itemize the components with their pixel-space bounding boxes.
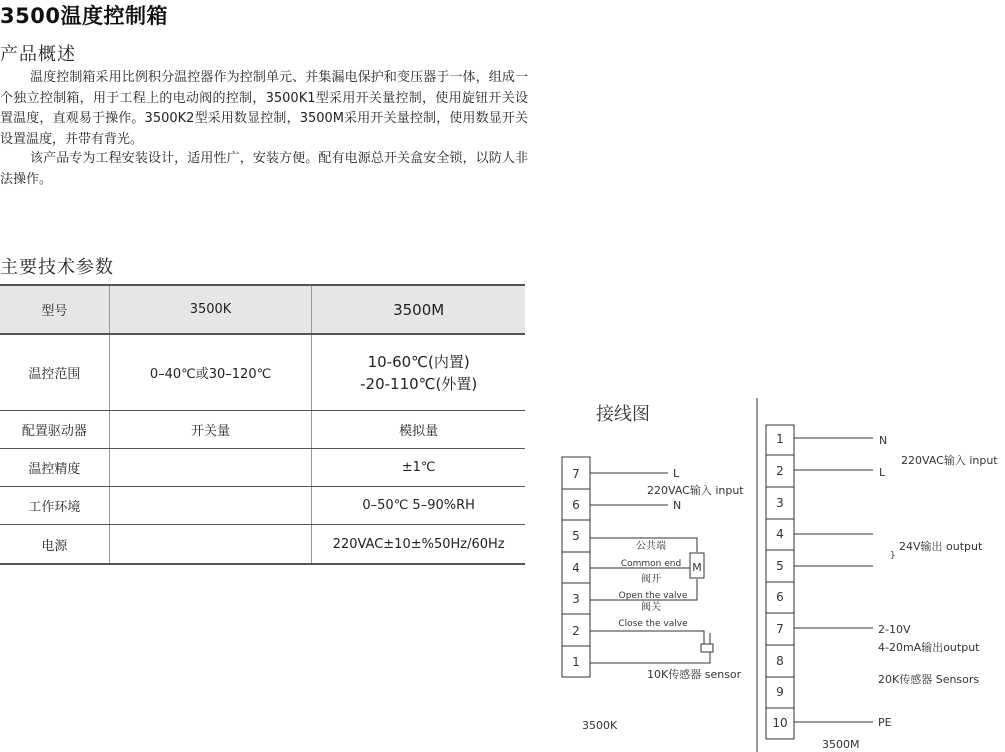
m-terminal-5: 5	[776, 559, 784, 573]
specs-title: 主要技术参数	[0, 257, 114, 278]
m-terminal-3: 3	[776, 496, 784, 510]
k-terminal-5: 5	[572, 529, 580, 543]
overview-paragraph-2: 该产品专为工程安装设计，适用性广，安装方便。配有电源总开关盒安全锁，以防人非法操作。	[0, 151, 528, 187]
m-label-4-20ma: 4-20mA输出output	[878, 641, 980, 654]
driver-3500m: 模拟量	[312, 411, 525, 449]
k-terminal-3: 3	[572, 592, 580, 606]
k-terminal-6: 6	[572, 498, 580, 512]
m-label-sensors: 20K传感器 Sensors	[878, 673, 980, 686]
m-label-24v: 24V输出 output	[899, 540, 983, 553]
m-model-label: 3500M	[822, 738, 860, 751]
header-3500m: 3500M	[312, 285, 525, 334]
header-3500k: 3500K	[109, 285, 312, 334]
k-terminal-4: 4	[572, 561, 580, 575]
k-label-close-cn: 阀关	[641, 602, 661, 613]
overview-title: 产品概述	[0, 44, 76, 65]
page-title: 3500温度控制箱	[0, 4, 168, 28]
terminal-block-3500m	[766, 425, 794, 739]
wiring-title: 接线图	[596, 404, 650, 425]
k-label-open-en: Open the valve	[618, 591, 688, 601]
m-terminal-2: 2	[776, 464, 784, 478]
row-label-temp-range: 温控范围	[0, 334, 109, 411]
k-label-common-en: Common end	[620, 559, 682, 569]
k-label-common-cn: 公共端	[636, 541, 666, 552]
m-label-L: L	[879, 466, 886, 479]
accuracy-3500m: ±1℃	[312, 449, 525, 487]
k-terminal-7: 7	[572, 467, 580, 481]
m-label-2-10v: 2-10V	[878, 623, 911, 636]
row-label-driver: 配置驱动器	[0, 411, 109, 449]
power-3500m: 220VAC±10±%50Hz/60Hz	[312, 525, 525, 565]
motor-icon: M	[692, 561, 702, 574]
terminal-block-3500k	[562, 457, 590, 677]
m-label-input: 220VAC输入 input	[901, 454, 998, 467]
environment-3500m: 0–50℃ 5–90%RH	[312, 487, 525, 525]
k-label-close-en: Close the valve	[618, 619, 688, 629]
m-label-pe: PE	[878, 716, 892, 729]
overview-paragraph-1: 温度控制箱采用比例积分温控器作为控制单元、并集漏电保护和变压器于一体，组成一个独立控制箱，用于工程上的电动阀的控制，3500K1型采用开关量控制，使用旋钮开关设置温度，直观易于操作。3500K2型采用数显控制，3500M采用开关量控制，使用数显开关设置温度，并带有背光。	[0, 70, 528, 147]
k-label-sensor: 10K传感器 sensor	[647, 668, 742, 681]
k-terminal-2: 2	[572, 624, 580, 638]
m-wires	[794, 438, 873, 722]
driver-3500k: 开关量	[109, 411, 312, 449]
k-terminal-1: 1	[572, 655, 580, 669]
k-label-N: N	[673, 499, 682, 512]
temp-range-3500k: 0–40℃或30–120℃	[109, 334, 312, 411]
row-label-accuracy: 温控精度	[0, 449, 109, 487]
bracket-icon: }	[890, 551, 896, 561]
m-terminal-6: 6	[776, 590, 784, 604]
m-terminal-8: 8	[776, 654, 784, 668]
m-terminal-4: 4	[776, 527, 784, 541]
m-terminal-10: 10	[772, 716, 788, 730]
header-model: 型号	[0, 285, 109, 334]
m-terminal-7: 7	[776, 622, 784, 636]
k-label-input: 220VAC输入 input	[647, 484, 744, 497]
m-terminal-9: 9	[776, 685, 784, 699]
row-label-power: 电源	[0, 525, 109, 565]
temp-range-3500m: 10-60℃(内置) -20-110℃(外置)	[312, 334, 525, 411]
k-label-open-cn: 阀开	[641, 574, 661, 585]
row-label-environment: 工作环境	[0, 487, 109, 525]
m-terminal-1: 1	[776, 432, 784, 446]
k-model-label: 3500K	[582, 719, 618, 732]
m-label-N: N	[879, 434, 888, 447]
k-label-L: L	[673, 467, 680, 480]
